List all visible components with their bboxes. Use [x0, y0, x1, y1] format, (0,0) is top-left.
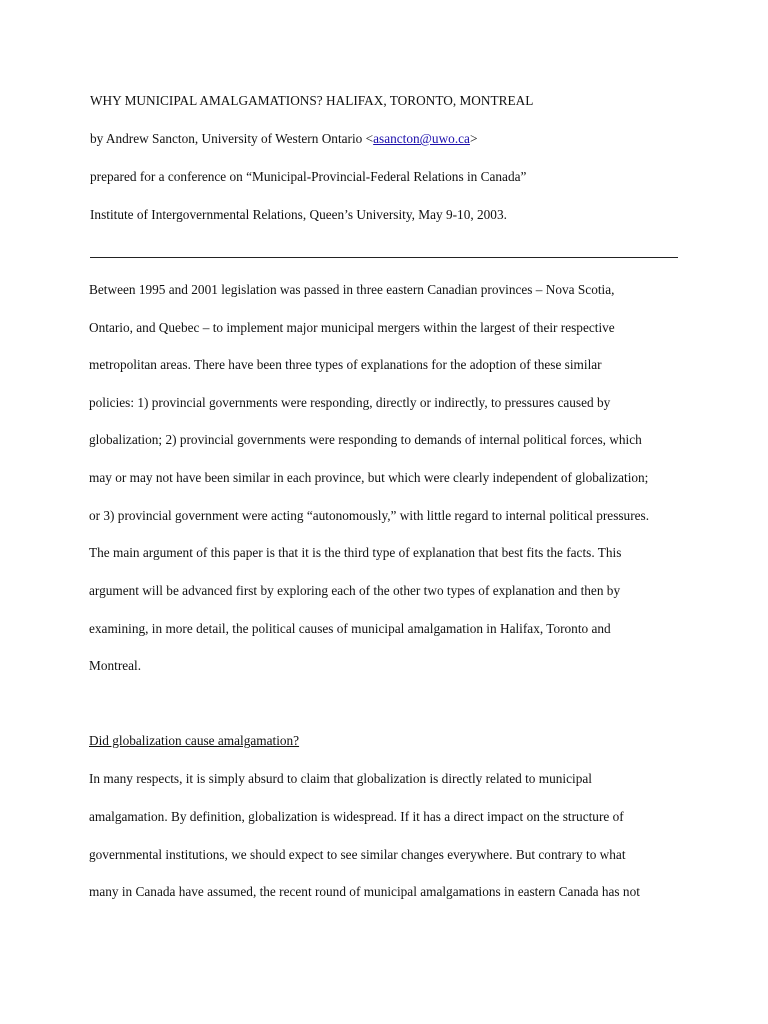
paragraph-line: The main argument of this paper is that it is the third type of explanation that best fits the facts. This [89, 545, 622, 560]
paragraph-line: argument will be advanced first by exploring each of the other two types of explanation and then by [89, 583, 621, 598]
conference-line: prepared for a conference on “Municipal-Provincial-Federal Relations in Canada” [90, 169, 527, 184]
byline-suffix: > [469, 131, 478, 146]
paragraph-line: examining, in more detail, the political causes of municipal amalgamation in Halifax, Toronto and [89, 621, 611, 636]
document-title: WHY MUNICIPAL AMALGAMATIONS? HALIFAX, TORONTO, MONTREAL [90, 93, 534, 108]
paragraph-line: Between 1995 and 2001 legislation was passed in three eastern Canadian provinces – Nova Scotia, [89, 282, 615, 297]
paragraph-line: amalgamation. By definition, globalization is widespread. If it has a direct impact on the structure of [89, 809, 624, 824]
paragraph-line: Montreal. [89, 658, 142, 673]
author-email-link[interactable]: asancton@uwo.ca [373, 131, 470, 146]
horizontal-rule [90, 257, 678, 258]
paragraph-line: governmental institutions, we should expect to see similar changes everywhere. But contrary to what [89, 847, 626, 862]
paragraph-line: Ontario, and Quebec – to implement major municipal mergers within the largest of their respective [89, 320, 615, 335]
section-heading: Did globalization cause amalgamation? [89, 733, 300, 748]
byline [90, 131, 477, 147]
byline-prefix: by Andrew Sancton, University of Western Ontario < [90, 131, 374, 146]
paragraph-line: policies: 1) provincial governments were responding, directly or indirectly, to pressures caused by [89, 395, 611, 410]
paragraph-line: or 3) provincial government were acting “autonomously,” with little regard to internal political pressures. [89, 508, 650, 523]
paragraph-line: many in Canada have assumed, the recent round of municipal amalgamations in eastern Canada has not [89, 884, 640, 899]
paragraph-line: globalization; 2) provincial governments were responding to demands of internal political forces, which [89, 432, 642, 447]
paragraph-line: In many respects, it is simply absurd to claim that globalization is directly related to municipal [89, 771, 592, 786]
paragraph-line: metropolitan areas. There have been three types of explanations for the adoption of these similar [89, 357, 602, 372]
paragraph-line: may or may not have been similar in each province, but which were clearly independent of globalization; [89, 470, 649, 485]
institute-line: Institute of Intergovernmental Relations, Queen’s University, May 9-10, 2003. [90, 207, 507, 222]
